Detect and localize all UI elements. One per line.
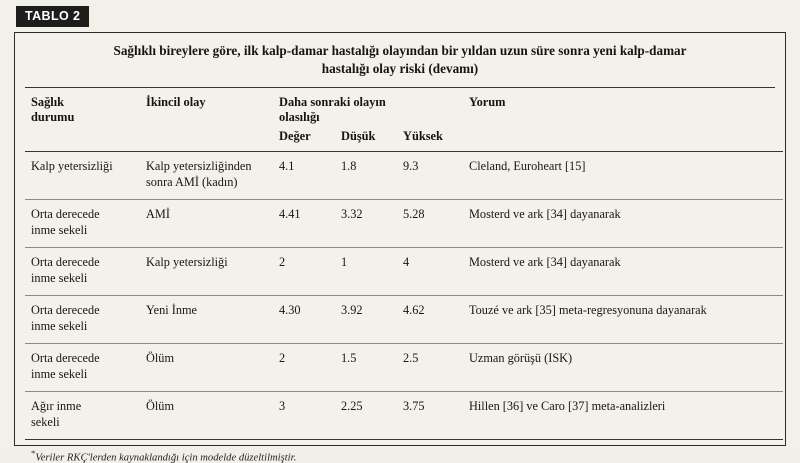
cell-low: 2.25 [335,391,397,439]
table-container [15,88,785,440]
cell-value: 4.41 [273,200,335,248]
cell-secondary-event: AMİ [140,200,273,248]
table-row [25,248,783,296]
table-row [25,296,783,344]
table-footnote [15,440,785,463]
cell-high: 3.75 [397,391,463,439]
footnote-marker: * [31,447,36,458]
cell-secondary-event: Ölüm [140,344,273,392]
cell-value: 2 [273,344,335,392]
table-row [25,200,783,248]
header-row-main [25,88,783,128]
cell-comment: Touzé ve ark [35] meta-regresyonuna dayanarak [463,296,783,344]
table-frame [14,32,786,463]
cell-value: 4.30 [273,296,335,344]
cell-health-status: Ağır inme sekeli [25,391,140,439]
header-health-status: Sağlık durumu [31,94,75,125]
cell-health-status: Orta derecede inme sekeli [25,296,140,344]
cell-low: 1 [335,248,397,296]
cell-health-status: Orta derecede inme sekeli [25,248,140,296]
risk-table [25,88,783,440]
header-comment: Yorum [469,94,506,109]
cell-high: 9.3 [397,152,463,200]
header-secondary-event: İkincil olay [146,94,206,109]
cell-health-status: Orta derecede inme sekeli [25,344,140,392]
table-title-line2: hastalığı olay riski (devamı) [321,60,479,76]
footnote-text: Veriler RKÇ'lerden kaynaklandığı için modelde düzeltilmiştir. [35,452,297,463]
cell-high: 4 [397,248,463,296]
header-high: Yüksek [403,128,443,143]
cell-secondary-event: Ölüm [140,391,273,439]
cell-low: 3.92 [335,296,397,344]
cell-high: 5.28 [397,200,463,248]
header-probability-group: Daha sonraki olayın olasılığı [279,94,386,125]
cell-secondary-event: Kalp yetersizliği [140,248,273,296]
table-number-banner: TABLO 2 [16,6,89,27]
table-row [25,152,783,200]
table-row [25,344,783,392]
cell-comment: Mosterd ve ark [34] dayanarak [463,200,783,248]
table-title-line1: Sağlıklı bireylere göre, ilk kalp-damar hastalığı olayından bir yıldan uzun süre sonra yeni kalp-damar [113,43,687,58]
cell-low: 3.32 [335,200,397,248]
cell-health-status: Orta derecede inme sekeli [25,200,140,248]
cell-value: 3 [273,391,335,439]
header-low: Düşük [341,128,376,143]
table-title [15,33,785,87]
cell-high: 4.62 [397,296,463,344]
cell-value: 4.1 [273,152,335,200]
cell-high: 2.5 [397,344,463,392]
cell-comment: Cleland, Euroheart [15] [463,152,783,200]
cell-low: 1.5 [335,344,397,392]
table-header [25,88,783,152]
cell-health-status: Kalp yetersizliği [25,152,140,200]
cell-secondary-event: Kalp yetersizliğinden sonra AMİ (kadın) [140,152,273,200]
table-body [25,152,783,440]
cell-comment: Mosterd ve ark [34] dayanarak [463,248,783,296]
cell-comment: Uzman görüşü (ISK) [463,344,783,392]
cell-comment: Hillen [36] ve Caro [37] meta-analizleri [463,391,783,439]
table-row [25,391,783,439]
header-value: Değer [279,128,311,143]
cell-value: 2 [273,248,335,296]
cell-secondary-event: Yeni İnme [140,296,273,344]
cell-low: 1.8 [335,152,397,200]
